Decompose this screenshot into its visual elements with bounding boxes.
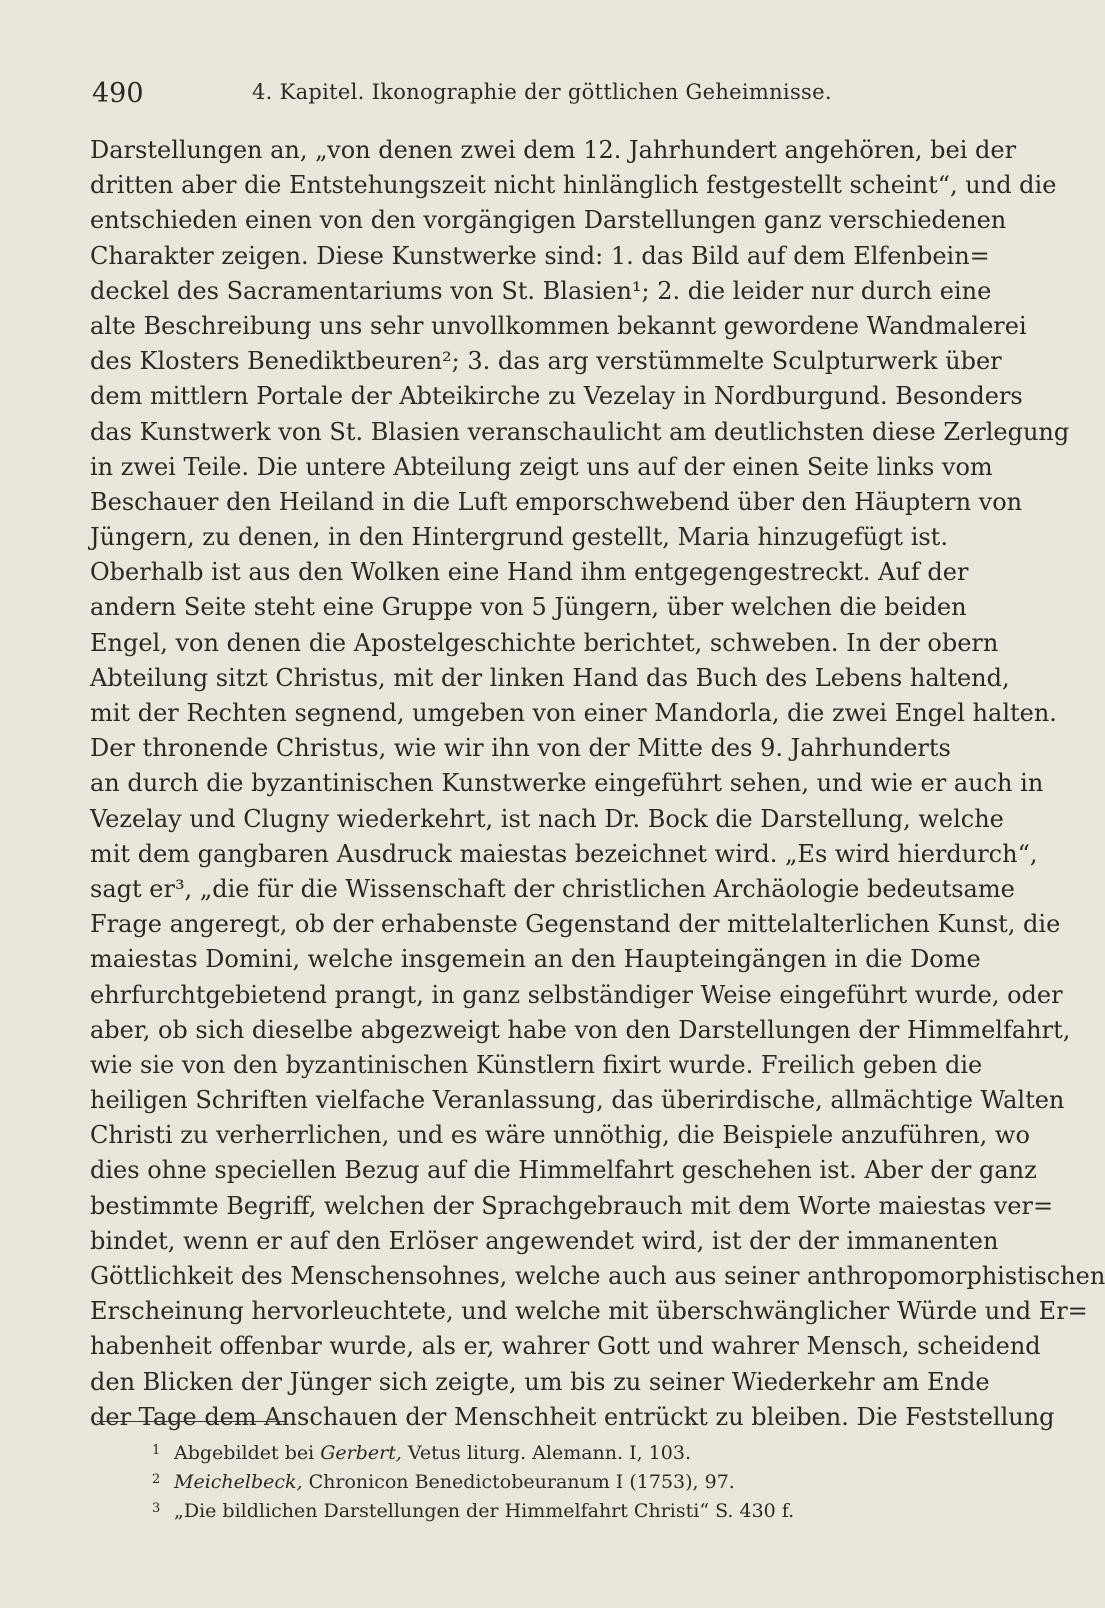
body-line: Frage angeregt, ob der erhabenste Gegenstand der mittelalterlichen Kunst, die: [90, 910, 1061, 939]
body-line: heiligen Schriften vielfache Veranlassung, das überirdische, allmächtige Walten: [90, 1086, 1065, 1115]
body-line: Erscheinung hervorleuchtete, und welche mit überschwänglicher Würde und Er=: [90, 1297, 1088, 1326]
body-line: in zwei Teile. Die untere Abteilung zeigt uns auf der einen Seite links vom: [90, 452, 993, 481]
running-head: 4. Kapitel. Ikonographie der göttlichen Geheimnisse.: [252, 80, 832, 104]
footnote-rule: [97, 1421, 287, 1422]
page-number: 490: [92, 78, 144, 109]
body-line: Oberhalb ist aus den Wolken eine Hand ihm entgegengestreckt. Auf der: [90, 558, 969, 587]
page-header: [92, 74, 942, 114]
body-line: entschieden einen von den vorgängigen Darstellungen ganz verschiedenen: [90, 206, 1007, 235]
body-line: mit dem gangbaren Ausdruck maiestas bezeichnet wird. „Es wird hierdurch“,: [90, 839, 1038, 868]
body-line: aber, ob sich dieselbe abgezweigt habe von den Darstellungen der Himmelfahrt,: [90, 1015, 1071, 1044]
body-line: Göttlichkeit des Menschensohnes, welche auch aus seiner anthropomorphistischen: [90, 1262, 1105, 1290]
body-line: wie sie von den byzantinischen Künstlern fixirt wurde. Freilich geben die: [90, 1050, 983, 1079]
body-line: Der thronende Christus, wie wir ihn von der Mitte des 9. Jahrhunderts: [90, 734, 951, 763]
body-line: Charakter zeigen. Diese Kunstwerke sind: 1. das Bild auf dem Elfenbein=: [90, 241, 990, 270]
footnote-italic: Meichelbeck,: [174, 1471, 303, 1493]
body-line: dem mittlern Portale der Abteikirche zu Vezelay in Nordburgund. Besonders: [90, 382, 1023, 411]
footnote: [152, 1465, 932, 1494]
body-line: der Tage dem Anschauen der Menschheit entrückt zu bleiben. Die Feststellung: [90, 1402, 1055, 1431]
body-line: maiestas Domini, welche insgemein an den Haupteingängen in die Dome: [90, 945, 981, 974]
footnote-rest: Chronicon Benedictobeuranum I (1753), 97.: [302, 1471, 735, 1493]
footnote-italic: Gerbert,: [320, 1442, 402, 1464]
footnotes: [152, 1436, 932, 1523]
body-line: Christi zu verherrlichen, und es wäre unnöthig, die Beispiele anzuführen, wo: [90, 1121, 1030, 1150]
body-line: ehrfurchtgebietend prangt, in ganz selbständiger Weise eingeführt wurde, oder: [90, 980, 1063, 1009]
body-line: dies ohne speciellen Bezug auf die Himmelfahrt geschehen ist. Aber der ganz: [90, 1156, 1037, 1185]
body-line: bestimmte Begriff, welchen der Sprachgebrauch mit dem Worte maiestas ver=: [90, 1191, 1054, 1220]
footnote-mark: 1: [152, 1443, 161, 1458]
body-line: alte Beschreibung uns sehr unvollkommen bekannt gewordene Wandmalerei: [90, 311, 1027, 340]
body-line: mit der Rechten segnend, umgeben von einer Mandorla, die zwei Engel halten.: [90, 699, 1057, 727]
body-text: [90, 133, 1105, 1435]
body-line: dritten aber die Entstehungszeit nicht hinlänglich festgestellt scheint“, und die: [90, 171, 1057, 200]
footnote-mark: 2: [152, 1472, 161, 1487]
body-line: Engel, von denen die Apostelgeschichte berichtet, schweben. In der obern: [90, 628, 999, 657]
body-line: bindet, wenn er auf den Erlöser angewendet wird, ist der der immanenten: [90, 1226, 999, 1255]
body-line: habenheit offenbar wurde, als er, wahrer Gott und wahrer Mensch, scheidend: [90, 1332, 1041, 1361]
body-line: des Klosters Benediktbeuren²; 3. das arg verstümmelte Sculpturwerk über: [90, 347, 1002, 376]
body-line: an durch die byzantinischen Kunstwerke eingeführt sehen, und wie er auch in: [90, 769, 1044, 798]
body-line: deckel des Sacramentariums von St. Blasien¹; 2. die leider nur durch eine: [90, 276, 992, 305]
body-line: sagt er³, „die für die Wissenschaft der christlichen Archäologie bedeutsame: [90, 874, 1015, 903]
footnote: [152, 1494, 932, 1523]
body-line: Jüngern, zu denen, in den Hintergrund gestellt, Maria hinzugefügt ist.: [90, 523, 948, 552]
body-line: andern Seite steht eine Gruppe von 5 Jüngern, über welchen die beiden: [90, 593, 967, 622]
body-line: Vezelay und Clugny wiederkehrt, ist nach Dr. Bock die Darstellung, welche: [90, 804, 1004, 833]
footnote-rest: Vetus liturg. Alemann. I, 103.: [401, 1442, 691, 1464]
footnote-lead: „Die bildlichen Darstellungen der Himmelfahrt Christi“ S. 430 f.: [174, 1500, 795, 1522]
body-line: Darstellungen an, „von denen zwei dem 12. Jahrhundert angehören, bei der: [90, 136, 1017, 164]
body-line: den Blicken der Jünger sich zeigte, um bis zu seiner Wiederkehr am Ende: [90, 1367, 990, 1396]
body-line: Abteilung sitzt Christus, mit der linken Hand das Buch des Lebens haltend,: [90, 663, 1010, 692]
footnote: [152, 1436, 932, 1465]
body-line: Beschauer den Heiland in die Luft emporschwebend über den Häuptern von: [90, 487, 1023, 516]
footnote-mark: 3: [152, 1501, 161, 1516]
body-line: das Kunstwerk von St. Blasien veranschaulicht am deutlichsten diese Zerlegung: [90, 417, 1070, 446]
footnote-lead: Abgebildet bei: [174, 1442, 321, 1464]
